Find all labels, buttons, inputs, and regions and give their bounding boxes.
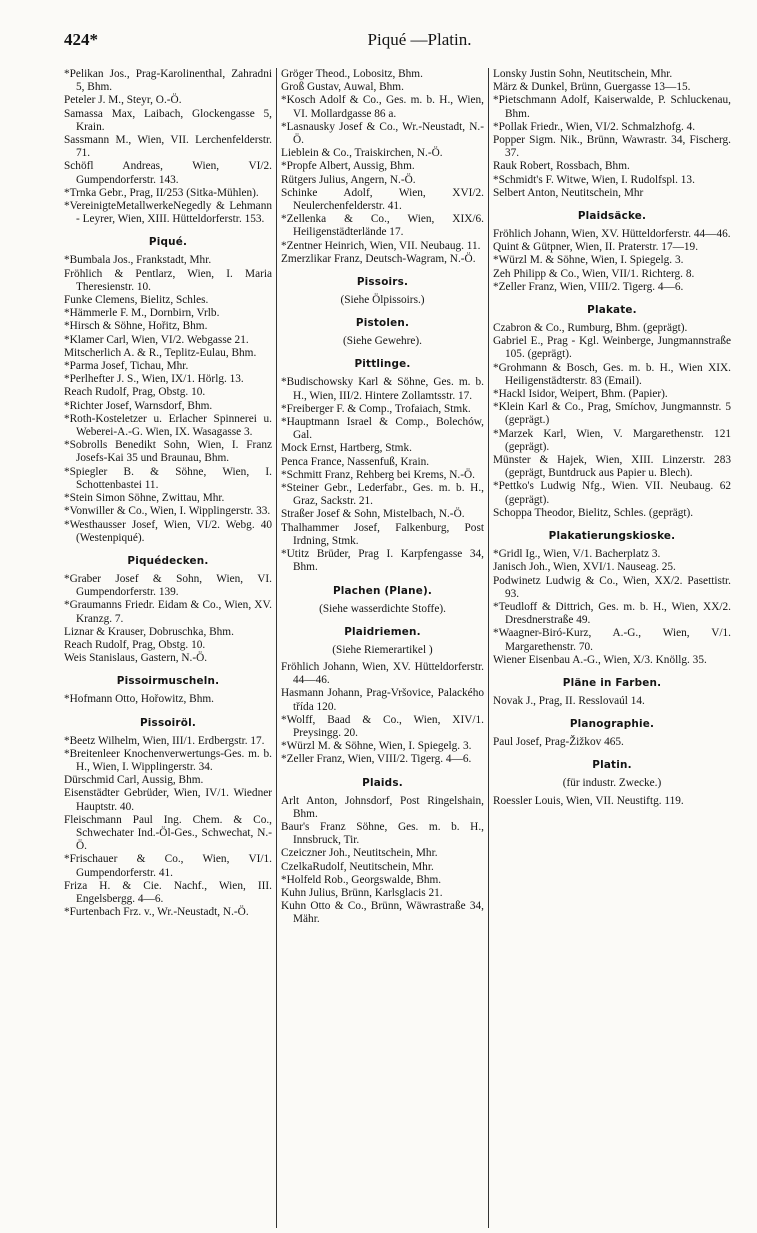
directory-entry: *Richter Josef, Warnsdorf, Bhm. <box>64 399 213 412</box>
directory-entry: *Wolff, Baad & Co., Wien, XIV/1. Preysingg. 20. <box>281 713 484 739</box>
directory-entry: *Budischowsky Karl & Söhne, Ges. m. b. H., Wien, III/2. Hintere Zollamtsstr. 17. <box>281 376 484 402</box>
directory-entry: Münster & Hajek, Wien, XIII. Linzerstr. 283 (geprägt, Buntdruck aus Papier u. Blech). <box>493 454 731 480</box>
section-heading: Pläne in Farben. <box>562 676 662 689</box>
directory-entry: *Westhausser Josef, Wien, VI/2. Webg. 40 (Westenpiqué). <box>64 518 272 544</box>
section-heading: Pissoiröl. <box>139 716 197 729</box>
directory-entry: *Hofmann Otto, Hořowitz, Bhm. <box>64 693 214 706</box>
directory-entry: *Teudloff & Dittrich, Ges. m. b. H., Wien, XX/2. Dresdnerstraße 49. <box>493 600 731 627</box>
directory-entry: Liznar & Krauser, Dobruschka, Bhm. <box>64 625 234 638</box>
directory-entry: *Utitz Brüder, Prag I. Karpfengasse 34, Bhm. <box>281 548 484 574</box>
column-1 <box>64 68 276 1228</box>
directory-entry: *Roth-Kosteletzer u. Erlacher Spinnerei u. Weberei-A.-G. Wien, IX. Wasagasse 3. <box>64 412 272 439</box>
directory-entry: Mitscherlich A. & R., Teplitz-Eulau, Bhm. <box>64 346 257 359</box>
directory-entry: *Pettko's Ludwig Nfg., Wien. VII. Neubaug. 62 (geprägt). <box>493 480 731 506</box>
directory-entry: Friza H. & Cie. Nachf., Wien, III. Engelsbergg. 4—6. <box>64 879 272 905</box>
directory-entry: Rauk Robert, Rossbach, Bhm. <box>493 160 630 173</box>
directory-entry: *Pollak Friedr., Wien, VI/2. Schmalzhofg. 4. <box>493 120 696 133</box>
directory-entry: *Spiegler B. & Söhne, Wien, I. Schottenbastei 11. <box>64 465 272 491</box>
column-2 <box>276 68 488 1228</box>
directory-entry: Czeiczner Joh., Neutitschein, Mhr. <box>281 847 438 860</box>
directory-entry: *Grohmann & Bosch, Ges. m. b. H., Wien XIX. Heiligenstädterstr. 83 (Email). <box>493 361 731 387</box>
directory-entry: Quint & Gütpner, Wien, II. Praterstr. 17—19. <box>493 241 699 254</box>
section-heading: Pittlinge. <box>354 358 411 371</box>
directory-entry: März & Dunkel, Brünn, Guergasse 13—15. <box>493 81 691 94</box>
directory-entry: CzelkaRudolf, Neutitschein, Mhr. <box>281 860 434 873</box>
directory-entry: Janisch Joh., Wien, XVI/1. Nauseag. 25. <box>493 561 676 574</box>
directory-entry: Dürschmid Carl, Aussig, Bhm. <box>64 774 204 787</box>
directory-entry: Thalhammer Josef, Falkenburg, Post Irdning, Stmk. <box>281 521 484 547</box>
directory-entry: Paul Josef, Prag-Žižkov 465. <box>493 736 624 749</box>
directory-entry: *Hauptmann Israel & Comp., Bolechów, Gal. <box>281 416 484 442</box>
directory-entry: *Frischauer & Co., Wien, VI/1. Gumpendorferstr. 41. <box>64 853 272 879</box>
directory-entry: Reach Rudolf, Prag, Obstg. 10. <box>64 386 206 399</box>
directory-entry: Sassmann M., Wien, VII. Lerchenfelderstr. 71. <box>64 134 272 160</box>
section-heading: Planographie. <box>569 718 655 731</box>
column-3 <box>488 68 735 1228</box>
directory-entry: Zeh Philipp & Co., Wien, VII/1. Richterg. 8. <box>493 267 695 280</box>
directory-entry: *Zeller Franz, Wien, VIII/2. Tigerg. 4—6. <box>493 280 684 293</box>
directory-entry: *Klein Karl & Co., Prag, Smíchov, Jungmannstr. 5 (geprägt.) <box>493 401 731 427</box>
directory-entry: *Holfeld Rob., Georgswalde, Bhm. <box>281 873 442 886</box>
section-heading: Platin. <box>592 759 632 772</box>
directory-entry: Gröger Theod., Lobositz, Bhm. <box>281 68 423 80</box>
section-heading: Plachen (Plane). <box>332 584 433 597</box>
directory-entry: Schoppa Theodor, Bielitz, Schles. (geprägt). <box>493 506 694 519</box>
directory-entry: *Schmidt's F. Witwe, Wien, I. Rudolfspl. 13. <box>493 173 695 186</box>
directory-entry: *Freiberger F. & Comp., Trofaiach, Stmk. <box>281 402 471 415</box>
directory-entry: Gabriel E., Prag - Kgl. Weinberge, Jungmannstraße 105. (geprägt). <box>493 335 731 361</box>
cross-reference-note: (Siehe Gewehre). <box>342 335 423 348</box>
directory-entry: Baur's Franz Söhne, Ges. m. b. H., Innsbruck, Tir. <box>281 820 484 847</box>
directory-entry: Kuhn Otto & Co., Brünn, Wäwrastraße 34, Mähr. <box>281 900 484 926</box>
directory-entry: Groß Gustav, Auwal, Bhm. <box>281 81 404 94</box>
directory-entry: *Hirsch & Söhne, Hořitz, Bhm. <box>64 320 208 333</box>
cross-reference-note: (Siehe wasserdichte Stoffe). <box>319 602 446 615</box>
cross-reference-note: (Siehe Ölpissoirs.) <box>340 294 425 307</box>
directory-entry: Penca France, Nassenfuß, Krain. <box>281 455 430 468</box>
section-heading: Plakate. <box>587 304 637 317</box>
directory-entry: Schinke Adolf, Wien, XVI/2. Neulerchenfelderstr. 41. <box>281 186 484 213</box>
directory-entry: Reach Rudolf, Prag, Obstg. 10. <box>64 638 206 651</box>
directory-entry: *VereinigteMetallwerkeNegedly & Lehmann - Leyrer, Wien, XIII. Hütteldorferstr. 153. <box>64 200 272 226</box>
page-header <box>64 30 735 60</box>
directory-entry: *Parma Josef, Tichau, Mhr. <box>64 360 189 373</box>
section-heading: Plaidriemen. <box>344 625 421 638</box>
directory-entry: *Hämmerle F. M., Dornbirn, Vrlb. <box>64 307 220 320</box>
directory-entry: Arlt Anton, Johnsdorf, Post Ringelshain, Bhm. <box>281 794 484 820</box>
directory-entry: *Zeller Franz, Wien, VIII/2. Tigerg. 4—6. <box>281 753 472 766</box>
directory-entry: Selbert Anton, Neutitschein, Mhr <box>493 186 644 199</box>
directory-entry: *Würzl M. & Söhne, Wien, I. Spiegelg. 3. <box>281 740 472 753</box>
cross-reference-note: (Siehe Riemerartikel ) <box>332 643 433 656</box>
directory-entry: Czabron & Co., Rumburg, Bhm. (geprägt). <box>493 322 688 335</box>
directory-entry: *Gridl Ig., Wien, V/1. Bacherplatz 3. <box>493 548 661 561</box>
section-heading: Plakatierungskioske. <box>548 530 676 543</box>
directory-entry: *Graumanns Friedr. Eidam & Co., Wien, XV. Kranzg. 7. <box>64 599 272 625</box>
directory-entry: *Klamer Carl, Wien, VI/2. Webgasse 21. <box>64 333 249 346</box>
columns <box>64 68 735 1228</box>
section-heading: Piqué. <box>148 236 188 249</box>
directory-entry: Podwinetz Ludwig & Co., Wien, XX/2. Pasettistr. 93. <box>493 574 731 600</box>
cross-reference-note: (für industr. Zwecke.) <box>562 777 662 790</box>
directory-entry: Lieblein & Co., Traiskirchen, N.-Ö. <box>281 147 443 160</box>
directory-entry: *Lasnausky Josef & Co., Wr.-Neustadt, N.-Ö. <box>281 120 484 147</box>
directory-entry: *Zentner Heinrich, Wien, VII. Neubaug. 11. <box>281 239 481 252</box>
directory-entry: *Graber Josef & Sohn, Wien, VI. Gumpendorferstr. 139. <box>64 572 272 599</box>
directory-entry: Mock Ernst, Hartberg, Stmk. <box>281 442 412 455</box>
section-heading: Pissoirmuscheln. <box>116 675 220 688</box>
section-heading: Piquédecken. <box>127 554 209 567</box>
directory-entry: Fröhlich Johann, Wien, XV. Hütteldorferstr. 44—46. <box>281 660 484 687</box>
directory-entry: Peteler J. M., Steyr, O.-Ö. <box>64 94 182 107</box>
directory-entry: Rütgers Julius, Angern, N.-Ö. <box>281 173 416 186</box>
directory-entry: Fröhlich Johann, Wien, XV. Hütteldorferstr. 44—46. <box>493 228 731 241</box>
page-title: Piqué —Platin. <box>367 30 472 49</box>
directory-entry: *Pietschmann Adolf, Kaiserwalde, P. Schluckenau, Bhm. <box>493 94 731 120</box>
directory-entry: *Waagner-Biró-Kurz, A.-G., Wien, V/1. Margarethenstr. 70. <box>493 627 731 653</box>
section-heading: Plaidsäcke. <box>577 210 647 223</box>
directory-entry: Fröhlich & Pentlarz, Wien, I. Maria Theresienstr. 10. <box>64 267 272 293</box>
directory-entry: *Propfe Albert, Aussig, Bhm. <box>281 160 415 173</box>
section-heading: Pistolen. <box>355 317 410 330</box>
directory-entry: Kuhn Julius, Brünn, Karlsglacis 21. <box>281 886 443 899</box>
directory-entry: *Bumbala Jos., Frankstadt, Mhr. <box>64 254 212 267</box>
directory-entry: *Schmitt Franz, Rehberg bei Krems, N.-Ö. <box>281 468 475 481</box>
directory-entry: *Furtenbach Frz. v., Wr.-Neustadt, N.-Ö. <box>64 906 249 919</box>
directory-entry: Straßer Josef & Sohn, Mistelbach, N.-Ö. <box>281 508 465 521</box>
directory-entry: Schöfl Andreas, Wien, VI/2. Gumpendorferstr. 143. <box>64 160 272 186</box>
directory-entry: Funke Clemens, Bielitz, Schles. <box>64 294 209 307</box>
directory-entry: *Stein Simon Söhne, Zwittau, Mhr. <box>64 492 225 505</box>
directory-entry: Lonsky Justin Sohn, Neutitschein, Mhr. <box>493 68 673 80</box>
directory-entry: *Breitenleer Knochenverwertungs-Ges. m. b. H., Wien, I. Wipplingerstr. 34. <box>64 747 272 773</box>
directory-entry: *Beetz Wilhelm, Wien, III/1. Erdbergstr. 17. <box>64 734 265 747</box>
directory-entry: *Trnka Gebr., Prag, II/253 (Sitka-Mühlen). <box>64 186 259 199</box>
page-number: 424* <box>64 30 98 49</box>
directory-entry: Samassa Max, Laibach, Glockengasse 5, Krain. <box>64 107 272 133</box>
directory-entry: Novak J., Prag, II. Resslovaúl 14. <box>493 694 645 707</box>
directory-entry: *Pelikan Jos., Prag-Karolinenthal, Zahradni 5, Bhm. <box>64 68 272 94</box>
directory-entry: Zmerzlikar Franz, Deutsch-Wagram, N.-Ö. <box>281 252 476 265</box>
directory-entry: *Sobrolls Benedikt Sohn, Wien, I. Franz Josefs-Kai 35 und Braunau, Bhm. <box>64 439 272 465</box>
directory-entry: Fleischmann Paul Ing. Chem. & Co., Schwechater Ind.-Öl-Ges., Schwechat, N.-Ö. <box>64 813 272 853</box>
directory-entry: Wiener Eisenbau A.-G., Wien, X/3. Knöllg. 35. <box>493 653 707 666</box>
directory-entry: Eisenstädter Gebrüder, Wien, IV/1. Wiedner Hauptstr. 40. <box>64 787 272 813</box>
directory-entry: *Hackl Isidor, Weipert, Bhm. (Papier). <box>493 388 668 401</box>
directory-entry: *Perlhefter J. S., Wien, IX/1. Hörlg. 13. <box>64 373 244 386</box>
directory-entry: *Würzl M. & Söhne, Wien, I. Spiegelg. 3. <box>493 254 684 267</box>
directory-entry: *Zellenka & Co., Wien, XIX/6. Heiligenstädterlände 17. <box>281 213 484 239</box>
directory-entry: *Vonwiller & Co., Wien, I. Wipplingerstr. 33. <box>64 505 271 518</box>
directory-entry: *Marzek Karl, Wien, V. Margarethenstr. 121 (geprägt). <box>493 427 731 453</box>
section-heading: Plaids. <box>362 776 403 789</box>
directory-entry: Hasmann Johann, Prag-Vršovice, Palackého třída 120. <box>281 687 484 713</box>
section-heading: Pissoirs. <box>356 276 409 289</box>
directory-entry: Roessler Louis, Wien, VII. Neustiftg. 119. <box>493 794 684 807</box>
directory-entry: Popper Sigm. Nik., Brünn, Wawrastr. 34, Fischerg. 37. <box>493 134 731 160</box>
directory-entry: Weis Stanislaus, Gastern, N.-Ö. <box>64 652 208 665</box>
directory-entry: *Steiner Gebr., Lederfabr., Ges. m. b. H., Graz, Sackstr. 21. <box>281 482 484 508</box>
directory-entry: *Kosch Adolf & Co., Ges. m. b. H., Wien, VI. Mollardgasse 86 a. <box>281 94 484 120</box>
